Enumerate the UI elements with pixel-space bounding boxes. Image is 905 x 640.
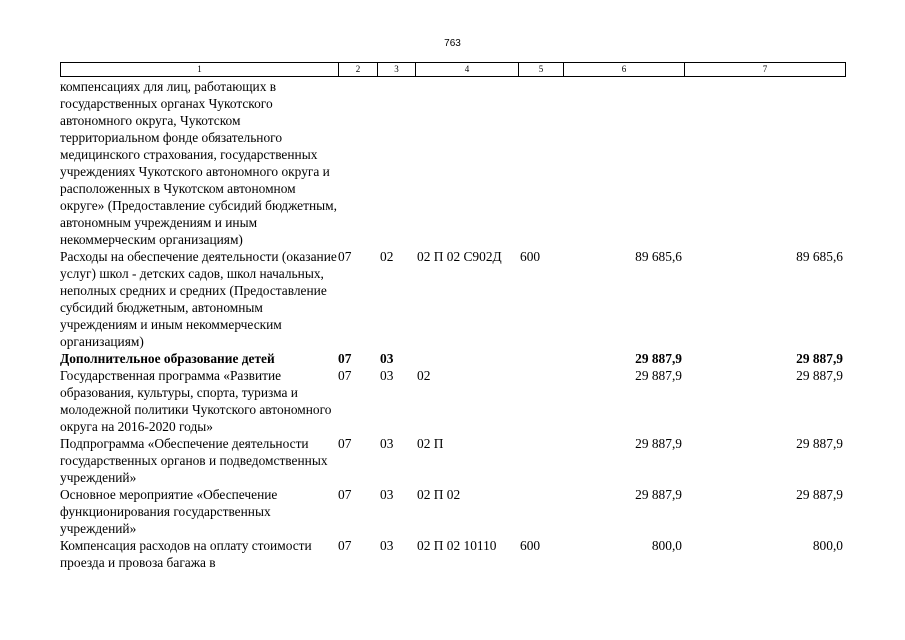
row-amount-1 [563,78,684,248]
row-amount-2 [684,78,845,248]
row-expense-type [518,367,563,435]
table-row [60,537,845,571]
table-row [60,78,845,248]
row-subsection: 03 [380,538,394,553]
row-name: Расходы на обеспечение деятельности (оказание услуг) школ - детских садов, школ начальных, неполных средних и средних (Предоставление субсидий бюджетным, автономным учреждениям и иным некоммерческим организациям) [60,249,337,349]
row-section: 07 [338,538,352,553]
row-expense-type [518,486,563,537]
table-row [60,435,845,486]
row-target-article [415,78,518,248]
column-header-2: 2 [339,63,378,77]
row-target-article: 02 [417,368,431,383]
row-expense-type: 600 [520,538,541,553]
row-amount-1: 29 887,9 [635,368,682,383]
row-name: Подпрограмма «Обеспечение деятельности государственных органов и подведомственных учреждений» [60,436,328,485]
table-row [60,367,845,435]
row-amount-2: 29 887,9 [796,487,843,502]
row-section: 07 [338,368,352,383]
row-section [338,78,377,248]
column-header-1: 1 [61,63,339,77]
column-header-6: 6 [564,63,685,77]
row-amount-2: 29 887,9 [796,368,843,383]
row-amount-1: 29 887,9 [635,487,682,502]
row-subsection: 02 [380,249,394,264]
column-header-3: 3 [378,63,416,77]
row-amount-1: 29 887,9 [635,351,682,366]
row-subsection: 03 [380,368,394,383]
column-header-7: 7 [685,63,846,77]
row-section: 07 [338,351,352,366]
row-section: 07 [338,436,352,451]
row-subsection: 03 [380,351,394,366]
row-target-article [415,350,518,367]
row-section: 07 [338,487,352,502]
table-row [60,486,845,537]
row-amount-1: 29 887,9 [635,436,682,451]
row-amount-1: 89 685,6 [635,249,682,264]
row-expense-type [518,435,563,486]
row-name: Компенсация расходов на оплату стоимости проезда и провоза багажа в [60,538,312,570]
row-amount-2: 89 685,6 [796,249,843,264]
row-name: Государственная программа «Развитие образования, культуры, спорта, туризма и молодежной политики Чукотского автономного округа на 2016-2020 годы» [60,368,332,434]
page-number: 763 [444,38,461,49]
column-header-row [60,62,846,77]
row-name: Основное мероприятие «Обеспечение функционирования государственных учреждений» [60,487,278,536]
row-name: Дополнительное образование детей [60,351,275,366]
row-target-article: 02 П 02 С902Д [417,249,502,264]
row-subsection: 03 [380,487,394,502]
row-subsection [377,78,415,248]
budget-table [60,78,845,571]
row-subsection: 03 [380,436,394,451]
column-header-5: 5 [519,63,564,77]
row-section: 07 [338,249,352,264]
row-amount-2: 29 887,9 [796,436,843,451]
row-amount-1: 800,0 [651,538,682,553]
row-target-article: 02 П 02 [417,487,461,502]
row-target-article: 02 П 02 10110 [417,538,497,553]
table-row [60,350,845,367]
row-amount-2: 800,0 [812,538,843,553]
column-header-4: 4 [416,63,519,77]
table-row [60,248,845,350]
row-name: компенсациях для лиц, работающих в государственных органах Чукотского автономного округа, Чукотском территориальном фонде обязательного медицинского страхования, государственных учреждениях Чукотского автономного округа и расположенных в Чукотском автономном округе» (Предоставление субсидий бюджетным, автономным учреждениям и иным некоммерческим организациям) [60,79,337,247]
row-amount-2: 29 887,9 [796,351,843,366]
row-expense-type: 600 [520,249,541,264]
row-target-article: 02 П [417,436,444,451]
row-expense-type [518,350,563,367]
row-expense-type [518,78,563,248]
